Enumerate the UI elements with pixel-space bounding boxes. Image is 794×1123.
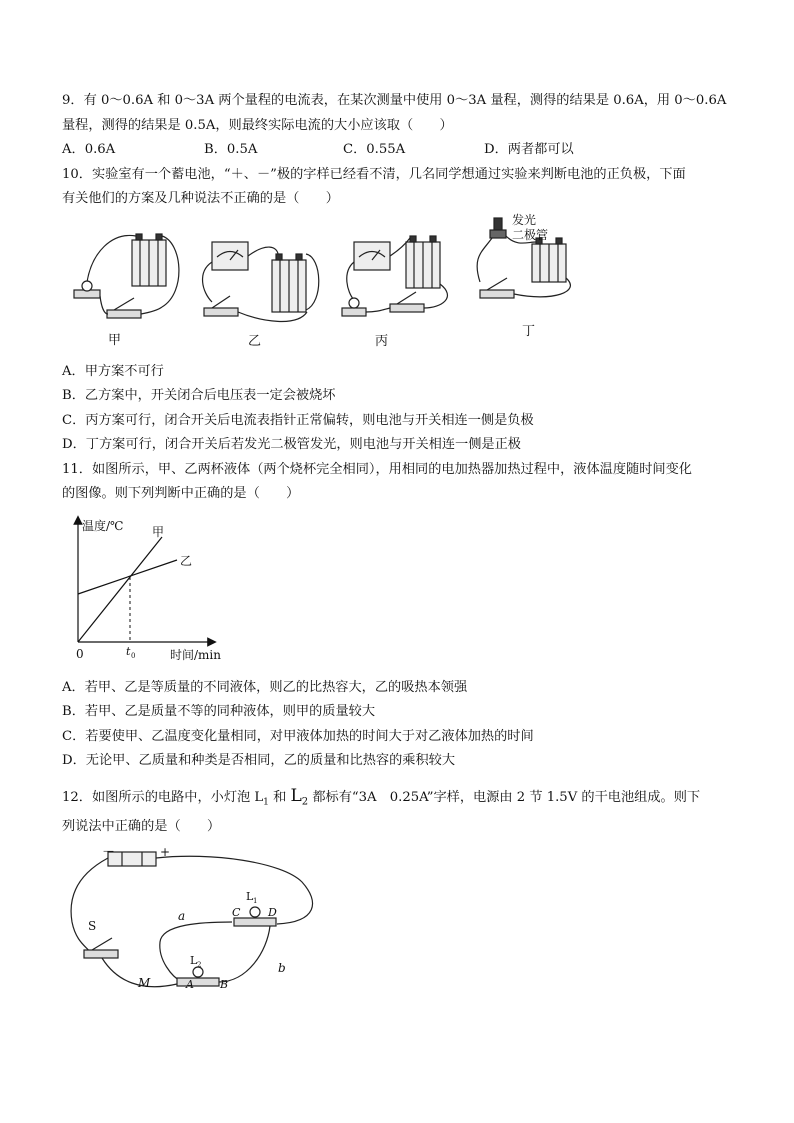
l2-sub: 2 bbox=[197, 961, 202, 969]
q11-stem-line2: 的图像。则下列判断中正确的是（ ） bbox=[62, 486, 300, 501]
point-c: C bbox=[232, 906, 241, 919]
bulb-holder bbox=[342, 308, 366, 316]
q10-stem-line2: 有关他们的方案及几种说法不正确的是（ ） bbox=[62, 191, 339, 206]
switch-icon bbox=[107, 310, 141, 318]
l1-bulb-icon bbox=[250, 907, 260, 917]
origin-label: 0 bbox=[76, 647, 84, 661]
q9-option-a: A．0.6A bbox=[62, 142, 116, 157]
bulb-icon bbox=[349, 298, 359, 308]
battery-icon bbox=[108, 852, 156, 866]
q9-option-d: D．两者都可以 bbox=[484, 142, 574, 157]
q12-sub-1: 1 bbox=[263, 797, 269, 808]
label-yi: 乙 bbox=[248, 334, 262, 349]
q9-stem-line1: 9．有 0～0.6A 和 0～3A 两个量程的电流表，在某次测量中使用 0～3A 量程，测得的结果是 0.6A，用 0～0.6A bbox=[62, 93, 727, 108]
label-ding: 丁 bbox=[522, 324, 536, 339]
diode-label-1: 发光 bbox=[512, 213, 537, 227]
q9-option-c: C．0.55A bbox=[343, 142, 406, 157]
line-yi bbox=[78, 560, 177, 594]
plus-label: + bbox=[160, 845, 171, 859]
q12-stem-line2: 列说法中正确的是（ ） bbox=[62, 819, 221, 834]
q11-stem-line1: 11．如图所示，甲、乙两杯液体（两个烧杯完全相同），用相同的电加热器加热过程中，液体温度随时间变化 bbox=[62, 462, 692, 477]
y-axis-label: 温度/℃ bbox=[82, 519, 124, 533]
q9-stem-line2: 量程，测得的结果是 0.5A，则最终实际电流的大小应该取（ ） bbox=[62, 118, 453, 133]
point-b: B bbox=[220, 978, 229, 991]
q12-text-a: 12．如图所示的电路中，小灯泡 L bbox=[62, 790, 264, 805]
q10-option-c: C．丙方案可行，闭合开关后电流表指针正常偏转，则电池与开关相连一侧是负极 bbox=[62, 413, 534, 428]
diode-label-2: 二极管 bbox=[512, 228, 549, 242]
wire-a-label: a bbox=[178, 909, 186, 923]
t0-subscript: 0 bbox=[131, 652, 136, 660]
q12-stem-line1 bbox=[62, 787, 700, 812]
point-d: D bbox=[268, 906, 277, 919]
l2-holder bbox=[177, 978, 219, 986]
led-icon bbox=[494, 218, 502, 230]
switch-label: S bbox=[88, 919, 97, 933]
q12-text-c: 都标有“3A 0.25A”字样，电源由 2 节 1.5V 的干电池组成。则下 bbox=[308, 790, 701, 805]
wire-m-label: M bbox=[138, 976, 151, 990]
q11-option-c: C．若要使甲、乙温度变化量相同，对甲液体加热的时间大于对乙液体加热的时间 bbox=[62, 729, 534, 744]
switch-icon bbox=[204, 308, 238, 316]
q12-circuit bbox=[62, 842, 342, 1022]
q12-sub-2: 2 bbox=[301, 796, 309, 808]
q12-text-L2: L bbox=[290, 786, 302, 806]
point-a: A bbox=[186, 978, 194, 991]
q11-option-d: D．无论甲、乙质量和种类是否相同，乙的质量和比热容的乘积较大 bbox=[62, 753, 456, 768]
figure-bing bbox=[342, 236, 447, 316]
q10-option-d: D．丁方案可行，闭合开关后若发光二极管发光，则电池与开关相连一侧是正极 bbox=[62, 437, 521, 452]
l1-holder bbox=[234, 918, 276, 926]
q12-text-b: 和 bbox=[268, 790, 291, 805]
switch-icon bbox=[84, 950, 118, 958]
switch-icon bbox=[480, 290, 514, 298]
q9-option-b: B．0.5A bbox=[204, 142, 258, 157]
l1-label: L bbox=[246, 890, 254, 903]
q11-graph bbox=[62, 512, 242, 662]
label-jia: 甲 bbox=[108, 333, 122, 348]
figure-jia bbox=[74, 234, 179, 318]
l1-sub: 1 bbox=[253, 897, 258, 905]
q10-figures bbox=[62, 212, 742, 362]
label-line-jia: 甲 bbox=[152, 525, 165, 539]
q10-option-a: A．甲方案不可行 bbox=[62, 364, 164, 379]
q10-stem-line1: 10．实验室有一个蓄电池，“＋、－”极的字样已经看不清，几名同学想通过实验来判断电池的正负极，下面 bbox=[62, 167, 686, 182]
x-axis-label: 时间/min bbox=[170, 648, 221, 662]
t0-label: t bbox=[126, 645, 131, 658]
label-bing: 丙 bbox=[375, 334, 389, 349]
l2-label: L bbox=[190, 954, 198, 967]
wire-b-label: b bbox=[278, 961, 286, 975]
minus-label: － bbox=[102, 845, 116, 860]
label-line-yi: 乙 bbox=[180, 554, 193, 568]
q11-option-b: B．若甲、乙是质量不等的同种液体，则甲的质量较大 bbox=[62, 704, 376, 719]
figure-yi bbox=[203, 242, 319, 321]
q11-option-a: A．若甲、乙是等质量的不同液体，则乙的比热容大，乙的吸热本领强 bbox=[62, 680, 468, 695]
bulb-icon bbox=[82, 281, 92, 291]
q10-option-b: B．乙方案中，开关闭合后电压表一定会被烧坏 bbox=[62, 388, 336, 403]
switch-icon bbox=[390, 304, 424, 312]
